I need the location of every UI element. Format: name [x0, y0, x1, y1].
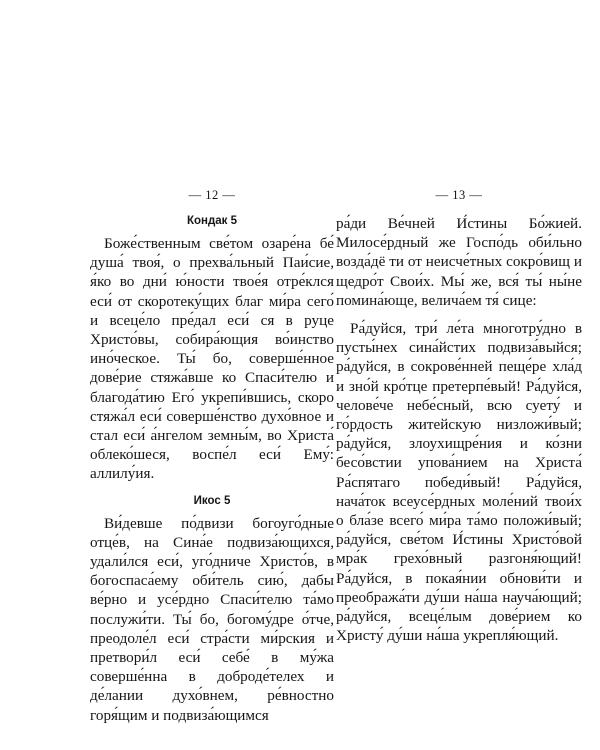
ikos-text: Ви́девше по́двизи богоуго́дные отце́в, на Сина́е подвиза́ющихся, удали́лся еси́, уго́дниче Христо́в, в богоспаса́ему оби́тель сию́, дабы ве́рно и усе́рдно Спаси́телю та́мо послужи́ти. Ты́ бо, богому́дре о́тче, преодоле́л еси́ стра́сти ми́рския и претвори́л еси́ себе́ в му́жа соверше́нна в доброде́телех и де́лании духо́внем, ре́вностно горя́щим и подвиза́ющимся: [90, 514, 334, 724]
right-page-body: [336, 214, 582, 645]
ikos-heading: Икос 5: [193, 494, 231, 507]
left-page-body: [90, 212, 334, 725]
page-number: — 13 —: [435, 188, 483, 202]
kondak-heading: Кондак 5: [186, 215, 238, 227]
ikos-chairetisms: Ра́дуйся, три́ ле́та многотру́дно в пусты́нех сина́йстих подвиза́выйся; ра́дуйся, в сокрове́нней пеще́ре хла́д и зно́й кро́тце претерпе́вый! Ра́дуйся, челове́че небе́сный, всю суету́ и го́рдость житейскую низложи́вый; ра́дуйся, злоухищре́ния и ко́зни бесо́встии упова́нием на Христа́ Ра́спятаго победи́вый! Ра́дуйся, нача́ток всеусе́рдных моле́ний твои́х о бла́зе всего́ ми́ра та́мо положи́вый; ра́дуйся, све́том И́стины Христо́вой мра́к грехо́вный разгоня́ющий! Ра́дуйся, в покая́нии обнови́ти и преобража́ти ду́ши на́ша науча́ющий; ра́дуйся, всеце́лым дове́рием ко Христу́ ду́ши на́ша укрепля́ющий.: [336, 320, 582, 645]
ikos-continuation-text: ра́ди Ве́чней И́стины Бо́жией. Милосе́рдный же Госпо́дь оби́льно возда́дё ти от неисче́тных сокро́вищ и щедро́т Свои́х. Мы́ же, вся́ ты́ ны́не помина́юще, велича́ем тя́ сице:: [336, 215, 582, 309]
page-number: — 12 —: [188, 188, 236, 202]
kondak-text: Боже́ственным све́том озаре́на бе́ душа́ твоя́, о прехва́льный Паи́сие, я́ко во дни́ ю́ности твое́я отре́клся еси́ от скоротеку́щих благ ми́ра сего́ и всеце́ло пре́дал еси́ ся в руце Христо́вы, собира́ющия во́инство ино́ческое. Ты́ бо, соверше́нное дове́рие стяжа́вше ко Спаси́телю и благода́тию Его́ укрепи́вшись, скоро стяжа́л еси́ соверше́нство духо́вное и стал еси́ а́нгелом земны́м, во Христа́ облеко́шеся, воспе́л еси́ Ему́: аллилу́ия.: [90, 235, 334, 483]
